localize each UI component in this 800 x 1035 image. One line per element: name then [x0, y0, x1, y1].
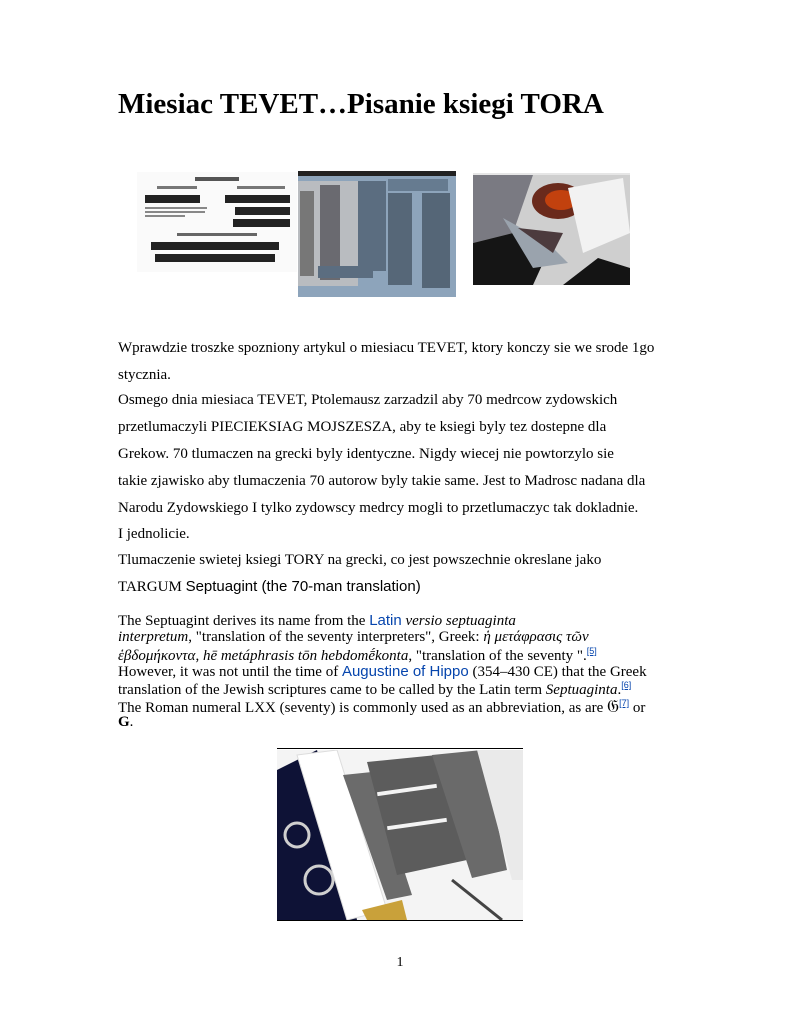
text-span: The Roman numeral LXX (seventy) is commonly used as an abbreviation, as are [118, 700, 608, 716]
text-line: stycznia. [118, 367, 171, 383]
excerpt-line [118, 663, 647, 681]
text-span: , "translation of the seventy ". [408, 648, 587, 664]
text-span: Septuaginta [545, 682, 618, 698]
text-span: The Septuagint derives its name from the [118, 613, 370, 629]
text-span: or [629, 700, 646, 716]
page-title: Miesiac TEVET…Pisanie ksiegi TORA [118, 88, 604, 120]
text-span: However, it was not until the time of [118, 664, 342, 680]
scribe-image [473, 173, 630, 285]
latin-link[interactable]: Latin [369, 612, 402, 629]
open-torah-scroll-image [277, 750, 523, 920]
text-line: I jednolicie. [118, 526, 190, 542]
fraktur-g-symbol: 𝔊 [607, 697, 620, 717]
text-line: takie zjawisko aby tlumaczenia 70 autorow byly takie same. Jest to Madrosc nadana dla [118, 473, 646, 489]
hebrew-alphabet-graphic [137, 172, 297, 272]
citation-5-link[interactable]: [5] [586, 646, 597, 656]
citation-6-link[interactable]: [6] [621, 680, 632, 690]
scribe-graphic [473, 173, 630, 285]
text-span: , [195, 648, 203, 664]
septuagint-phrase: Septuagint (the 70-man translation) [185, 578, 421, 595]
text-span: (354–430 CE) that the Greek [468, 664, 647, 680]
torah-columns-graphic [298, 171, 456, 297]
excerpt-line [118, 714, 133, 731]
text-span: interpretum [118, 629, 189, 645]
targum-line [118, 578, 421, 596]
targum-word: TARGUM [118, 579, 186, 595]
text-line: Osmego dnia miesiaca TEVET, Ptolemausz zarzadzil aby 70 medrcow zydowskich [118, 392, 618, 408]
citation-7-link[interactable]: [7] [619, 698, 630, 708]
open-torah-scroll-graphic [277, 750, 523, 920]
text-line: przetlumaczyli PIECIEKSIAG MOJSZESZA, aby te ksiegi byly tez dostepne dla [118, 419, 607, 435]
text-span: translation of the Jewish scriptures came to be called by the Latin term [118, 682, 546, 698]
torah-columns-image [298, 171, 456, 297]
text-line: Grekow. 70 tlumaczen na grecki byly identyczne. Nigdy wiecej nie powtorzylo sie [118, 446, 614, 462]
transliteration-text: hē metáphrasis tōn hebdomḗkonta [202, 648, 409, 664]
hebrew-alphabet-image [137, 172, 297, 272]
augustine-link[interactable]: Augustine of Hippo [341, 663, 469, 680]
text-span: , "translation of the seventy interpreters", Greek: [188, 629, 484, 645]
greek-text: ἑβδομήκοντα [118, 648, 196, 664]
excerpt-line [118, 629, 589, 646]
text-span: . [129, 714, 134, 730]
excerpt-line [118, 697, 645, 717]
text-span: . [617, 682, 622, 698]
text-line: Tlumaczenie swietej ksiegi TORY na grecki, co jest powszechnie okreslane jako [118, 552, 602, 568]
page-number: 1 [396, 955, 404, 970]
excerpt-line [118, 612, 516, 630]
image-bottom-rule [277, 920, 523, 921]
image-top-rule [277, 748, 523, 749]
text-span: versio septuaginta [401, 613, 516, 629]
text-line: Wprawdzie troszke spozniony artykul o miesiacu TEVET, ktory konczy sie we srode 1go [118, 340, 655, 356]
text-line: Narodu Zydowskiego I tylko zydowscy medrcy mogli to przetlumaczyc tak dokladnie. [118, 500, 639, 516]
greek-text: ἡ μετάφρασις τῶν [483, 629, 589, 645]
bold-g-symbol: G [118, 714, 130, 730]
